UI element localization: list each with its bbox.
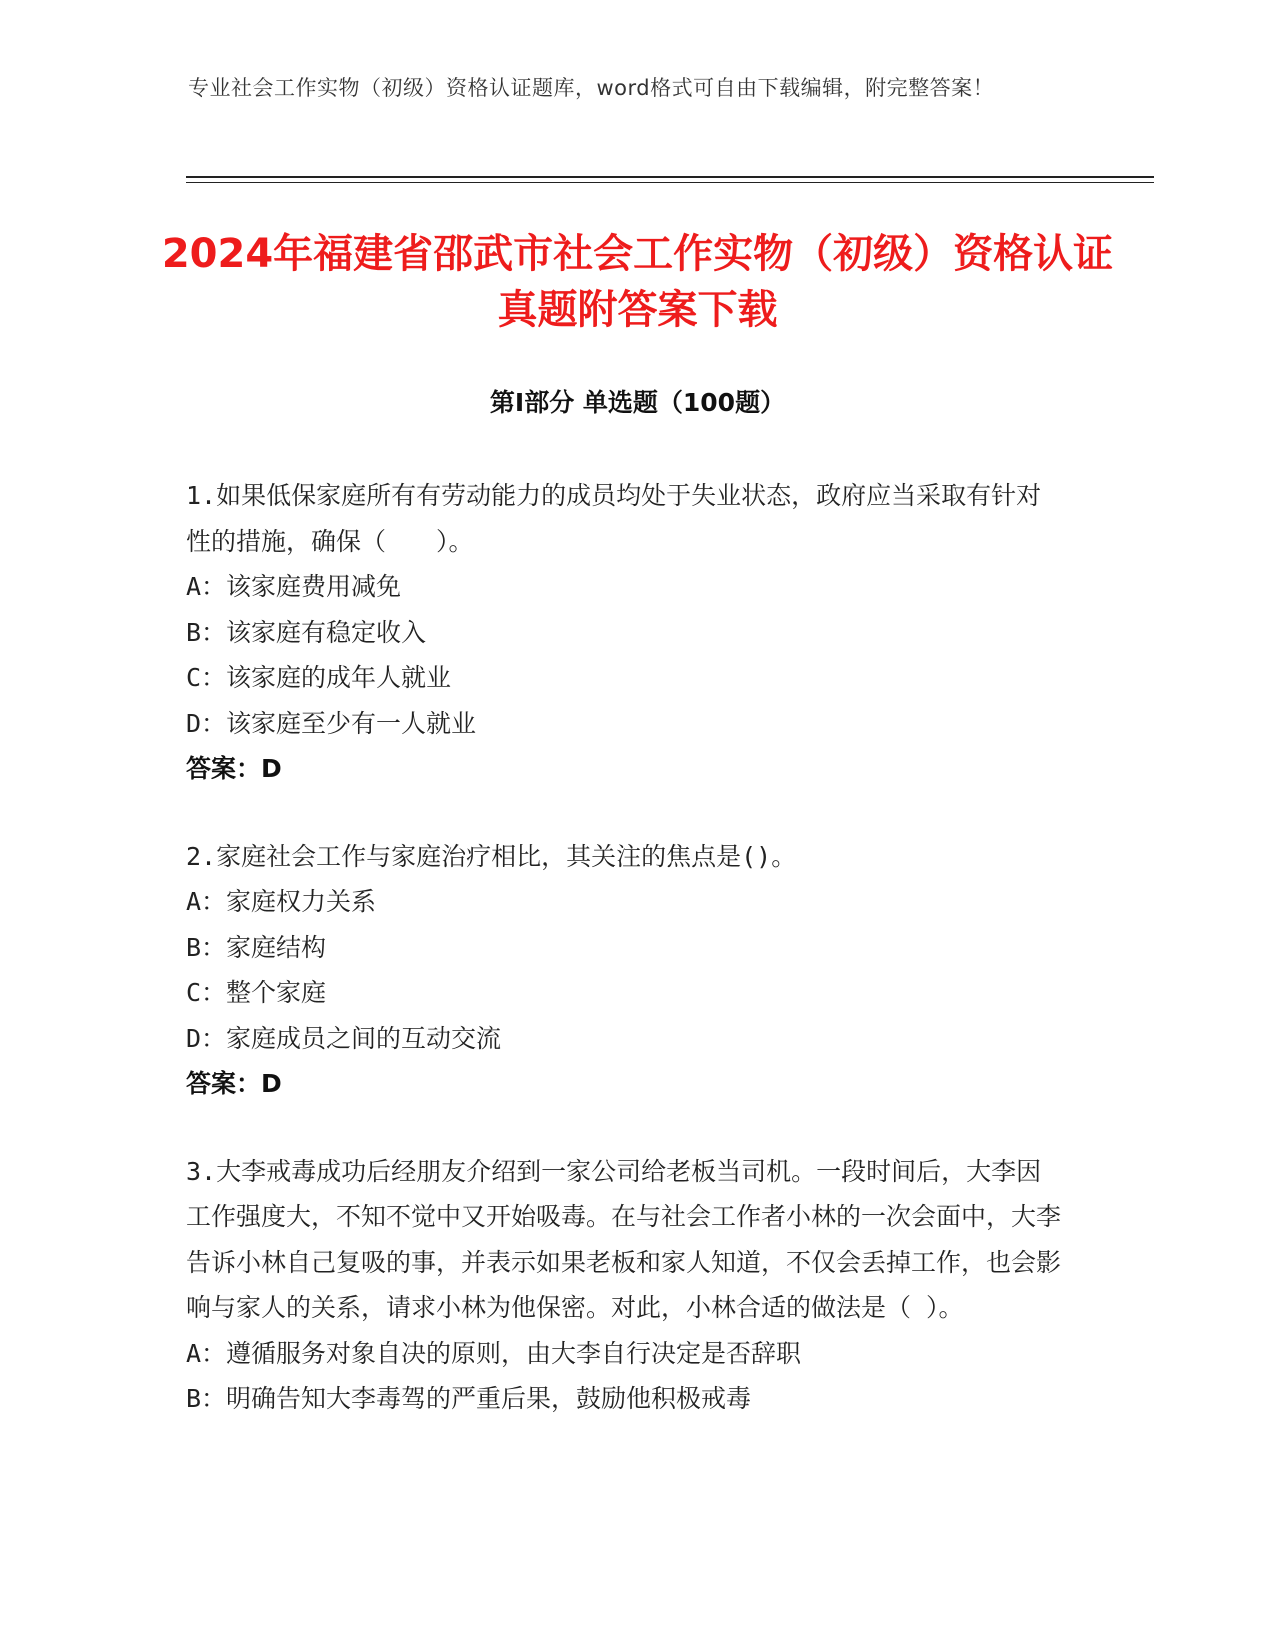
header-divider-thick: [186, 176, 1154, 178]
answer-line: 答案：D: [186, 1069, 282, 1098]
header-note: 专业社会工作实物（初级）资格认证题库，word格式可自由下载编辑，附完整答案！: [188, 76, 995, 100]
option-c: C：该家庭的成年人就业: [186, 663, 452, 692]
question-list: [186, 473, 1066, 1464]
option-c: C：整个家庭: [186, 978, 327, 1007]
option-d: D：该家庭至少有一人就业: [186, 708, 477, 738]
option-b: B：家庭结构: [186, 932, 327, 962]
document-title: 2024年福建省邵武市社会工作实物（初级）资格认证真题附答案下载: [161, 231, 1114, 333]
option-a: A：家庭权力关系: [186, 887, 377, 916]
option-a: A：遵循服务对象自决的原则，由大李自行决定是否辞职: [186, 1338, 802, 1368]
header-divider-thin: [186, 182, 1154, 183]
question-1: [186, 473, 1066, 792]
question-2: [186, 834, 1066, 1107]
question-stem: 2.家庭社会工作与家庭治疗相比，其关注的焦点是()。: [186, 841, 797, 871]
option-b: B：该家庭有稳定收入: [186, 617, 427, 647]
option-b: B：明确告知大李毒驾的严重后果，鼓励他积极戒毒: [186, 1384, 752, 1413]
option-a: A：该家庭费用减免: [186, 572, 402, 601]
question-stem: 1.如果低保家庭所有有劳动能力的成员均处于失业状态，政府应当采取有针对性的措施，确保（ ）。: [186, 481, 1042, 556]
question-3: [186, 1149, 1066, 1422]
question-stem: 3.大李戒毒成功后经朋友介绍到一家公司给老板当司机。一段时间后，大李因工作强度大，不知不觉中又开始吸毒。在与社会工作者小林的一次会面中，大李告诉小林自己复吸的事，并表示如果老板和家人知道，不仅会丢掉工作，也会影响与家人的关系，请求小林为他保密。对此，小林合适的做法是（ ）。: [186, 1156, 1062, 1322]
option-d: D：家庭成员之间的互动交流: [186, 1023, 502, 1053]
answer-line: 答案：D: [186, 754, 282, 783]
section-heading: 第Ⅰ部分 单选题（100题）: [489, 388, 786, 417]
